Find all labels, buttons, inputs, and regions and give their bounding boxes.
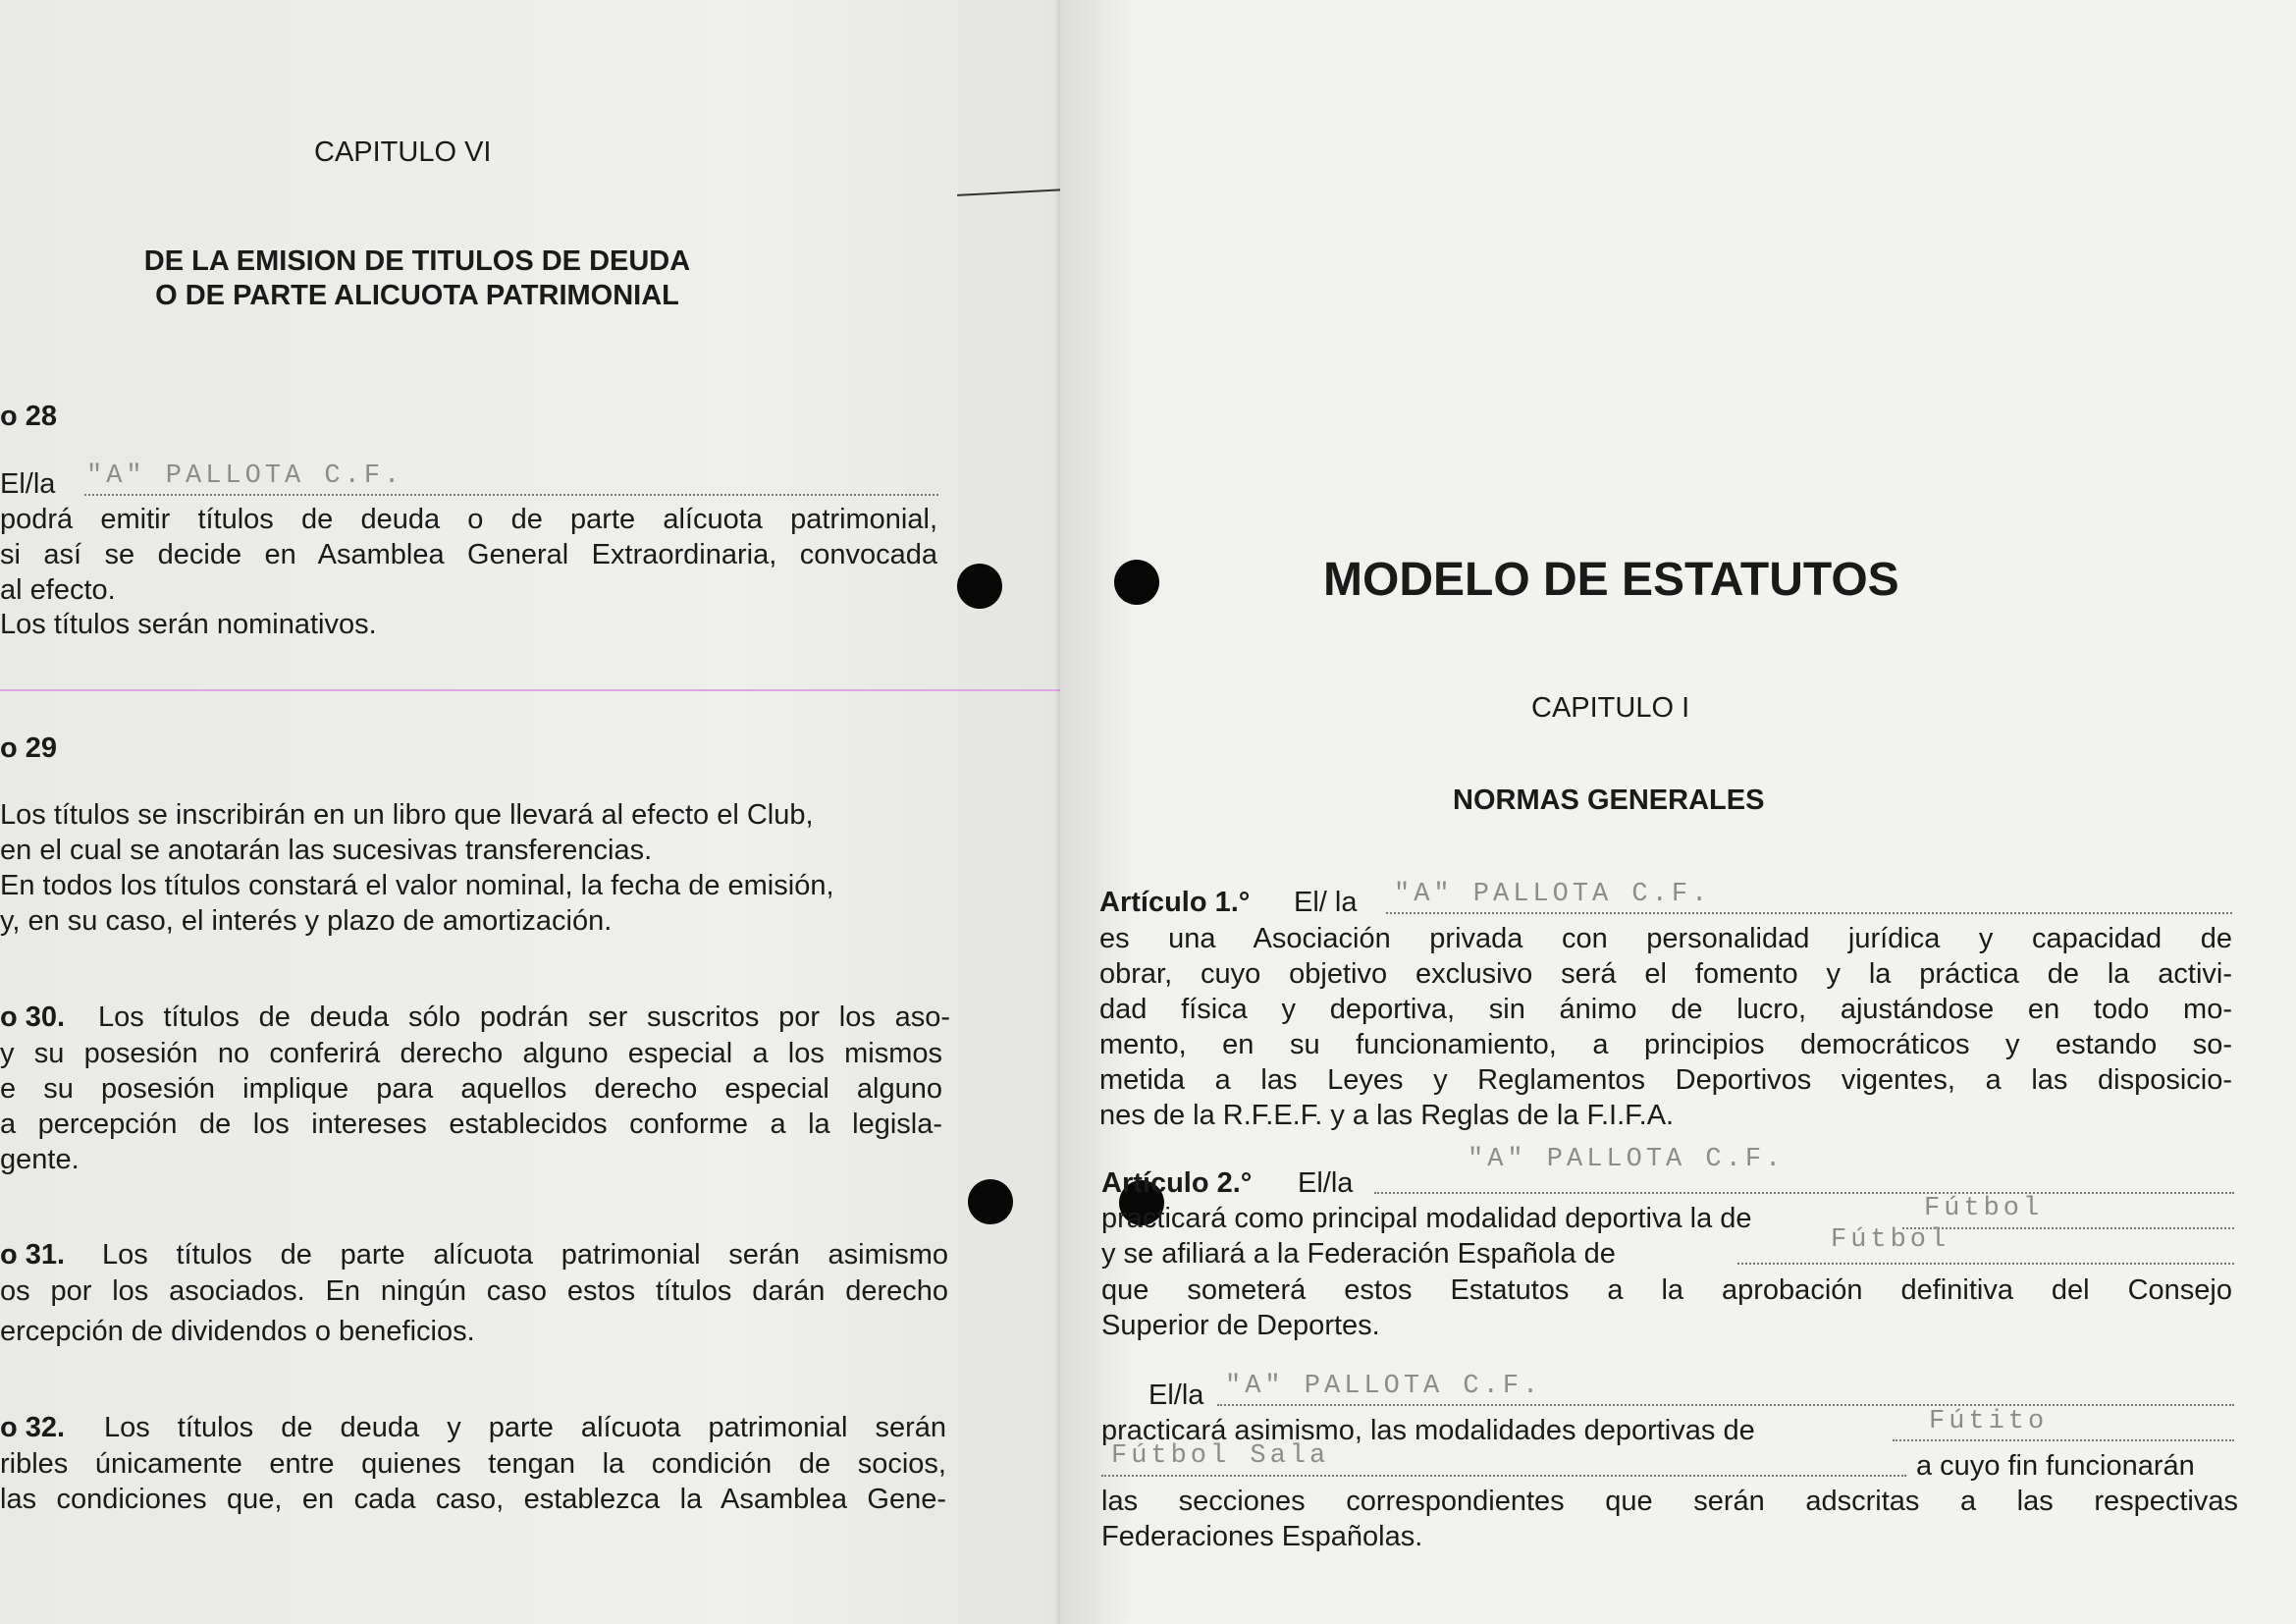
article-2-lead: El/la — [1298, 1167, 1354, 1199]
article-1-line-5: metida a las Leyes y Reglamentos Deportivos vigentes, a las disposicio- — [1099, 1064, 2232, 1096]
article-2-typed-federation: Fútbol — [1831, 1225, 1950, 1255]
article-30-line-4: a percepción de los intereses establecidos conforme a la legisla- — [0, 1109, 942, 1140]
article-29-line-4: y, en su caso, el interés y plazo de amortización. — [0, 905, 613, 937]
article-2b-typed-modality-1: Fútito — [1929, 1407, 2049, 1436]
article-1-line-4: mento, en su funcionamiento, a principios democráticos y estando so- — [1099, 1029, 2232, 1060]
left-title-line-1: DE LA EMISION DE TITULOS DE DEUDA — [143, 245, 691, 277]
article-30-line-2: y su posesión no conferirá derecho alguno especial a los mismos — [0, 1038, 942, 1069]
article-31-line-1: Los títulos de parte alícuota patrimonial serán asimismo — [102, 1239, 948, 1271]
article-29-line-3: En todos los títulos constará el valor nominal, la fecha de emisión, — [0, 870, 834, 901]
article-1-fill-line — [1386, 912, 2232, 914]
margin-line — [0, 689, 1060, 691]
article-29-line-1: Los títulos se inscribirán en un libro que llevará al efecto el Club, — [0, 799, 814, 831]
left-page — [0, 0, 1060, 1624]
article-2b-line-2-tail: a cuyo fin funcionarán — [1916, 1450, 2195, 1482]
article-2-typed-club: "A" PALLOTA C.F. — [1468, 1145, 1786, 1174]
article-30-heading: o 30. — [0, 1001, 66, 1033]
article-28-line-4: Los títulos serán nominativos. — [0, 609, 377, 640]
scratch-mark — [957, 187, 1060, 196]
article-2-fill-line-club — [1374, 1192, 2234, 1194]
article-28-line-1: podrá emitir títulos de deuda o de parte alícuota patrimonial, — [0, 504, 937, 535]
main-title: MODELO DE ESTATUTOS — [1323, 554, 1899, 606]
right-chapter-heading: CAPITULO I — [1531, 692, 1690, 724]
article-31-line-3: ercepción de dividendos o beneficios. — [0, 1316, 475, 1347]
article-2b-line-4: Federaciones Españolas. — [1101, 1521, 1423, 1552]
article-2b-fill-line-modality-2 — [1101, 1475, 1906, 1477]
article-28-line-3: al efecto. — [0, 574, 116, 606]
article-28-heading: o 28 — [0, 401, 58, 432]
article-2-line-4: Superior de Deportes. — [1101, 1310, 1380, 1341]
article-2-typed-sport: Fútbol — [1924, 1194, 2044, 1223]
punch-hole — [1114, 560, 1159, 605]
article-28-lead: El/la — [0, 468, 56, 500]
article-1-lead: El/ la — [1294, 887, 1358, 918]
article-32-line-2: ribles únicamente entre quienes tengan la condición de socios, — [0, 1448, 946, 1480]
article-2b-line-1: practicará asimismo, las modalidades deportivas de — [1101, 1415, 1755, 1446]
article-2b-fill-line-modality-1 — [1893, 1439, 2234, 1441]
article-31-line-2: os por los asociados. En ningún caso estos títulos darán derecho — [0, 1275, 948, 1307]
article-29-heading: o 29 — [0, 732, 58, 764]
article-1-heading: Artículo 1.° — [1099, 887, 1251, 918]
article-1-line-2: obrar, cuyo objetivo exclusivo será el fomento y la práctica de la activi- — [1099, 958, 2232, 990]
punch-hole — [957, 564, 1002, 609]
article-31-heading: o 31. — [0, 1239, 66, 1271]
article-32-heading: o 32. — [0, 1412, 66, 1443]
punch-hole — [968, 1179, 1013, 1224]
article-2-heading: Artículo 2.° — [1101, 1167, 1253, 1199]
article-28-fill-line — [84, 494, 938, 496]
section-heading: NORMAS GENERALES — [1453, 785, 1765, 816]
article-2-fill-line-federation — [1737, 1263, 2234, 1265]
article-1-line-1: es una Asociación privada con personalidad jurídica y capacidad de — [1099, 923, 2232, 954]
article-2-line-3: que someterá estos Estatutos a la aprobación definitiva del Consejo — [1101, 1274, 2232, 1306]
left-chapter-heading: CAPITULO VI — [314, 136, 492, 168]
article-30-line-5: gente. — [0, 1144, 80, 1175]
article-2b-typed-club: "A" PALLOTA C.F. — [1225, 1372, 1543, 1401]
article-30-line-3: e su posesión implique para aquellos derecho especial alguno — [0, 1073, 942, 1105]
article-1-line-3: dad física y deportiva, sin ánimo de lucro, ajustándose en todo mo- — [1099, 994, 2232, 1025]
left-title-line-2: O DE PARTE ALICUOTA PATRIMONIAL — [155, 280, 679, 311]
article-2-line-1: practicará como principal modalidad deportiva la de — [1101, 1203, 1752, 1234]
article-1-line-6: nes de la R.F.E.F. y a las Reglas de la F.I.F.A. — [1099, 1100, 1675, 1131]
article-32-line-1: Los títulos de deuda y parte alícuota patrimonial serán — [104, 1412, 946, 1443]
article-2b-line-3: las secciones correspondientes que serán adscritas a las respectivas — [1101, 1486, 2238, 1517]
article-28-typed-club: "A" PALLOTA C.F. — [86, 461, 404, 491]
article-2b-lead: El/la — [1148, 1380, 1204, 1411]
article-1-typed-club: "A" PALLOTA C.F. — [1394, 880, 1712, 909]
article-30-line-1: Los títulos de deuda sólo podrán ser suscritos por los aso- — [98, 1001, 950, 1033]
article-29-line-2: en el cual se anotarán las sucesivas transferencias. — [0, 835, 653, 866]
article-2b-typed-modality-2: Fútbol Sala — [1111, 1441, 1330, 1471]
article-32-line-3: las condiciones que, en cada caso, establezca la Asamblea Gene- — [0, 1484, 946, 1515]
article-28-line-2: si así se decide en Asamblea General Extraordinaria, convocada — [0, 539, 937, 570]
article-2b-fill-line-club — [1217, 1404, 2234, 1406]
article-2-line-2: y se afiliará a la Federación Española de — [1101, 1238, 1616, 1270]
right-page — [1060, 0, 2296, 1624]
article-2-fill-line-sport — [1902, 1227, 2234, 1229]
